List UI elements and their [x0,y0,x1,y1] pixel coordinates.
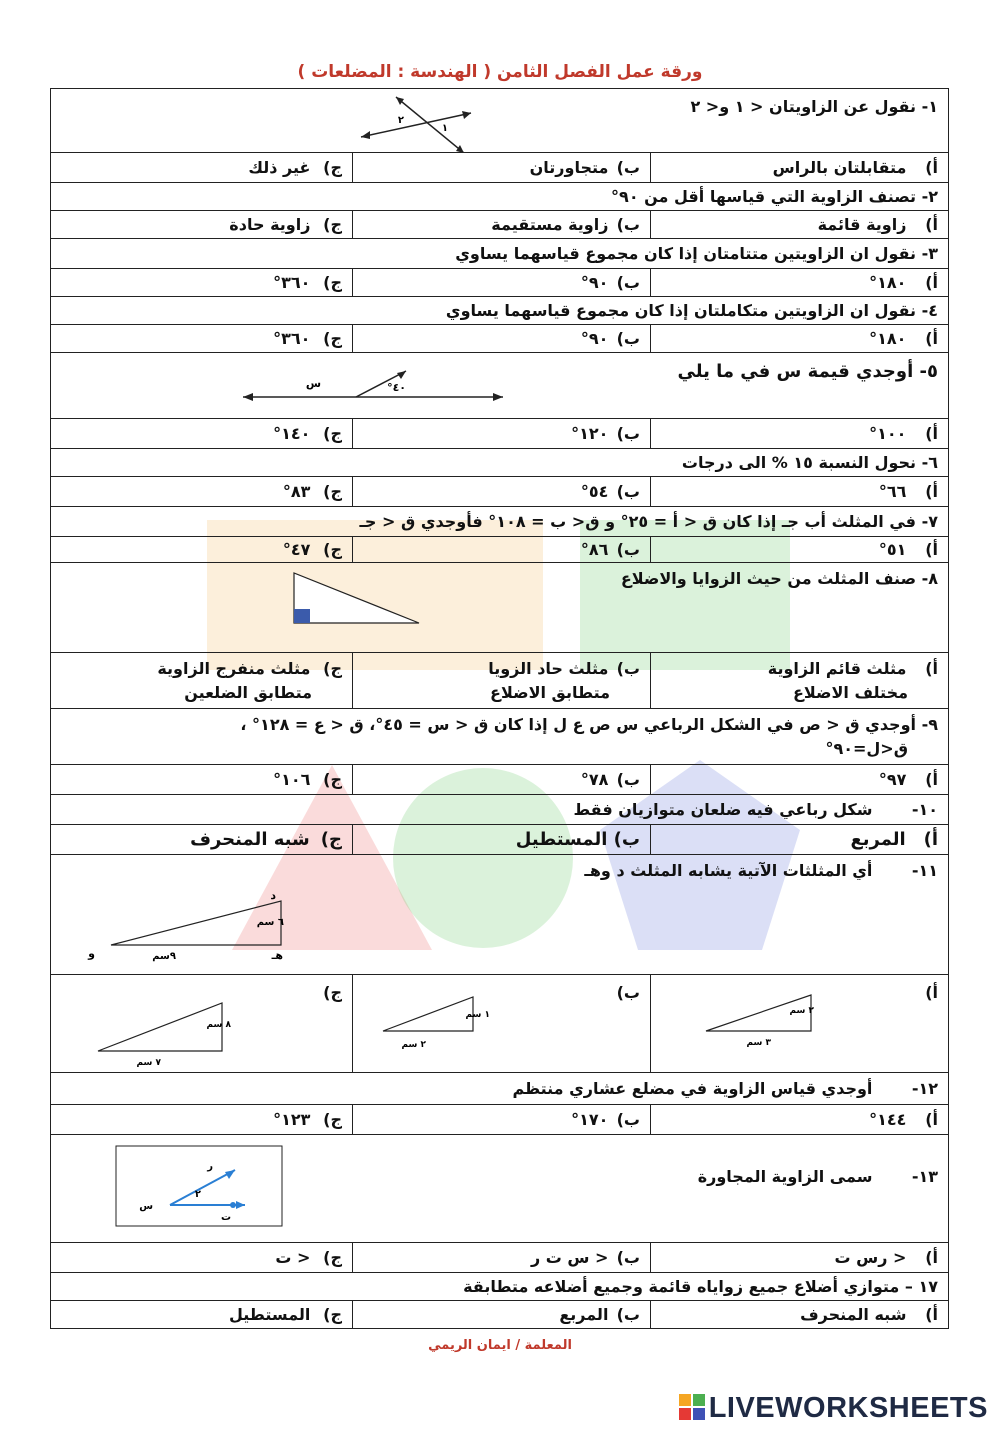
svg-text:٢ سم: ٢ سم [401,1040,426,1050]
option-a[interactable]: أ) ٢ سم ٣ سم [651,975,949,1073]
angle-rst-figure [115,1145,285,1227]
option-a[interactable]: أ) زاوية قائمة [651,211,949,239]
unknown-angle-label: س [305,377,321,390]
vertex-d-label: د [270,889,276,902]
option-a[interactable]: أ) ١٨٠° [651,269,949,297]
option-c[interactable]: ج) غير ذلك [51,153,353,183]
question-11: ١١- أي المثلثات الآتية يشابه المثلث د وهـ د هـ و ٦ سم ٩سم [51,855,949,975]
question-12: ١٢- أوجدي قياس الزاوية في مضلع عشاري منتظم [51,1073,949,1105]
option-a[interactable]: أ) المربع [651,825,949,855]
option-c[interactable]: ج) المستطيل [51,1301,353,1329]
option-c[interactable]: ج) زاوية حادة [51,211,353,239]
liveworksheets-logo [679,1392,988,1425]
question-7: ٧- في المثلث أب جـ إذا كان ق < أ = ٢٥° و ق< ب = ١٠٨° فأوجدي ق < جـ [51,507,949,537]
option-b[interactable]: ب) ٨٦° [353,537,651,563]
question-10: ١٠- شكل رباعي فيه ضلعان متوازيان فقط [51,795,949,825]
svg-text:١ سم: ١ سم [465,1010,490,1020]
point-t-label: ت [220,1212,231,1223]
option-c[interactable]: ج) ٣٦٠° [51,325,353,353]
angle-2-label: ٢ [397,115,404,126]
question-2: ٢- تصنف الزاوية التي قياسها أقل من ٩٠° [51,183,949,211]
question-13: ١٣- سمى الزاوية المجاورة ر ٢ س ت [51,1135,949,1243]
option-b[interactable]: ب) < س ت ر [353,1243,651,1273]
option-b[interactable]: ب) المربع [353,1301,651,1329]
question-9: ٩- أوجدي ق < ص في الشكل الرباعي س ص ع ل إذا كان ق < س = ٤٥°، ق < ع = ١٢٨° ، ق<ل=٩٠° [51,709,949,765]
option-b[interactable]: ب) ١ سم ٢ سم [353,975,651,1073]
option-a[interactable]: أ) ٦٦° [651,477,949,507]
option-a[interactable]: أ) مثلث قائم الزاوية مختلف الاضلاع [651,653,949,709]
option-b[interactable]: ب) ٩٠° [353,269,651,297]
option-b[interactable]: ب) ٩٠° [353,325,651,353]
option-c[interactable]: ج) ١٤٠° [51,419,353,449]
option-a[interactable]: أ) ٩٧° [651,765,949,795]
triangle-option-c [96,999,286,1069]
question-text: ١- نقول عن الزاويتان < ١ و< ٢ [690,97,938,116]
option-c[interactable]: ج) ٨ سم ٧ سم [51,975,353,1073]
option-a[interactable]: أ) ١٠٠° [651,419,949,449]
side-6cm-label: ٦ سم [256,917,284,928]
option-c[interactable]: ج) ٣٦٠° [51,269,353,297]
angle-40-label: ٤٠° [387,381,406,394]
option-c[interactable]: ج) ١٢٣° [51,1105,353,1135]
svg-text:٧ سم: ٧ سم [136,1058,161,1068]
option-c[interactable]: ج) < ت [51,1243,353,1273]
angle-2-label: ٢ [194,1189,201,1200]
option-c[interactable]: ج) شبه المنحرف [51,825,353,855]
option-a[interactable]: أ) < رس ت [651,1243,949,1273]
option-c[interactable]: ج) ٨٣° [51,477,353,507]
straight-angle-figure [241,363,511,413]
point-r-label: ر [207,1161,213,1172]
right-triangle-figure [291,571,426,627]
question-17: ١٧ – متوازي أضلاع جميع زواياه قائمة وجميع أضلاعه متطابقة [51,1273,949,1301]
question-3: ٣- نقول ان الزاويتين متتامتان إذا كان مجموع قياسهما يساوي [51,239,949,269]
svg-text:٨ سم: ٨ سم [206,1020,231,1030]
intersecting-lines-figure [356,95,476,153]
point-s-label: س [139,1201,153,1212]
triangle-option-b [378,995,538,1060]
angle-1-label: ١ [441,123,448,134]
worksheet-table [50,88,949,1329]
option-a[interactable]: أ) شبه المنحرف [651,1301,949,1329]
svg-text:٣ سم: ٣ سم [746,1038,771,1048]
triangle-option-a [701,993,861,1058]
question-6: ٦- نحول النسبة ١٥ % الى درجات [51,449,949,477]
option-b[interactable]: ب) ١٧٠° [353,1105,651,1135]
option-b[interactable]: ب) ٥٤° [353,477,651,507]
option-a[interactable]: أ) ١٤٤° [651,1105,949,1135]
option-c[interactable]: ج) ١٠٦° [51,765,353,795]
option-b[interactable]: ب) ٧٨° [353,765,651,795]
worksheet-title: ورقة عمل الفصل الثامن ( الهندسة : المضلعات ) [297,62,703,82]
option-b[interactable]: ب) مثلث حاد الزويا متطابق الاضلاع [353,653,651,709]
option-c[interactable]: ج) ٤٧° [51,537,353,563]
option-b[interactable]: ب) المستطيل [353,825,651,855]
vertex-h-label: هـ [271,949,283,962]
question-8: ٨- صنف المثلث من حيث الزوايا والاضلاع [51,563,949,653]
option-b[interactable]: ب) متجاورتان [353,153,651,183]
teacher-signature: المعلمة / ايمان الريمي [428,1338,572,1353]
option-b[interactable]: ب) ١٢٠° [353,419,651,449]
option-a[interactable]: أ) ١٨٠° [651,325,949,353]
option-c[interactable]: ج) مثلث منفرج الزاوية متطابق الضلعين [51,653,353,709]
question-4: ٤- نقول ان الزاويتين متكاملتان إذا كان مجموع قياسهما يساوي [51,297,949,325]
liveworksheets-icon [679,1394,705,1420]
option-b[interactable]: ب) زاوية مستقيمة [353,211,651,239]
side-9cm-label: ٩سم [152,951,176,962]
reference-triangle-dhw [88,889,331,973]
option-a[interactable]: أ) ٥١° [651,537,949,563]
question-1 [51,89,949,153]
svg-text:٢ سم: ٢ سم [789,1006,814,1016]
vertex-w-label: و [88,947,95,960]
brand-text: LIVEWORKSHEETS [708,1392,988,1424]
question-5: ٥- أوجدي قيمة س في ما يلي س ٤٠° [51,353,949,419]
option-a[interactable]: أ) متقابلتان بالراس [651,153,949,183]
